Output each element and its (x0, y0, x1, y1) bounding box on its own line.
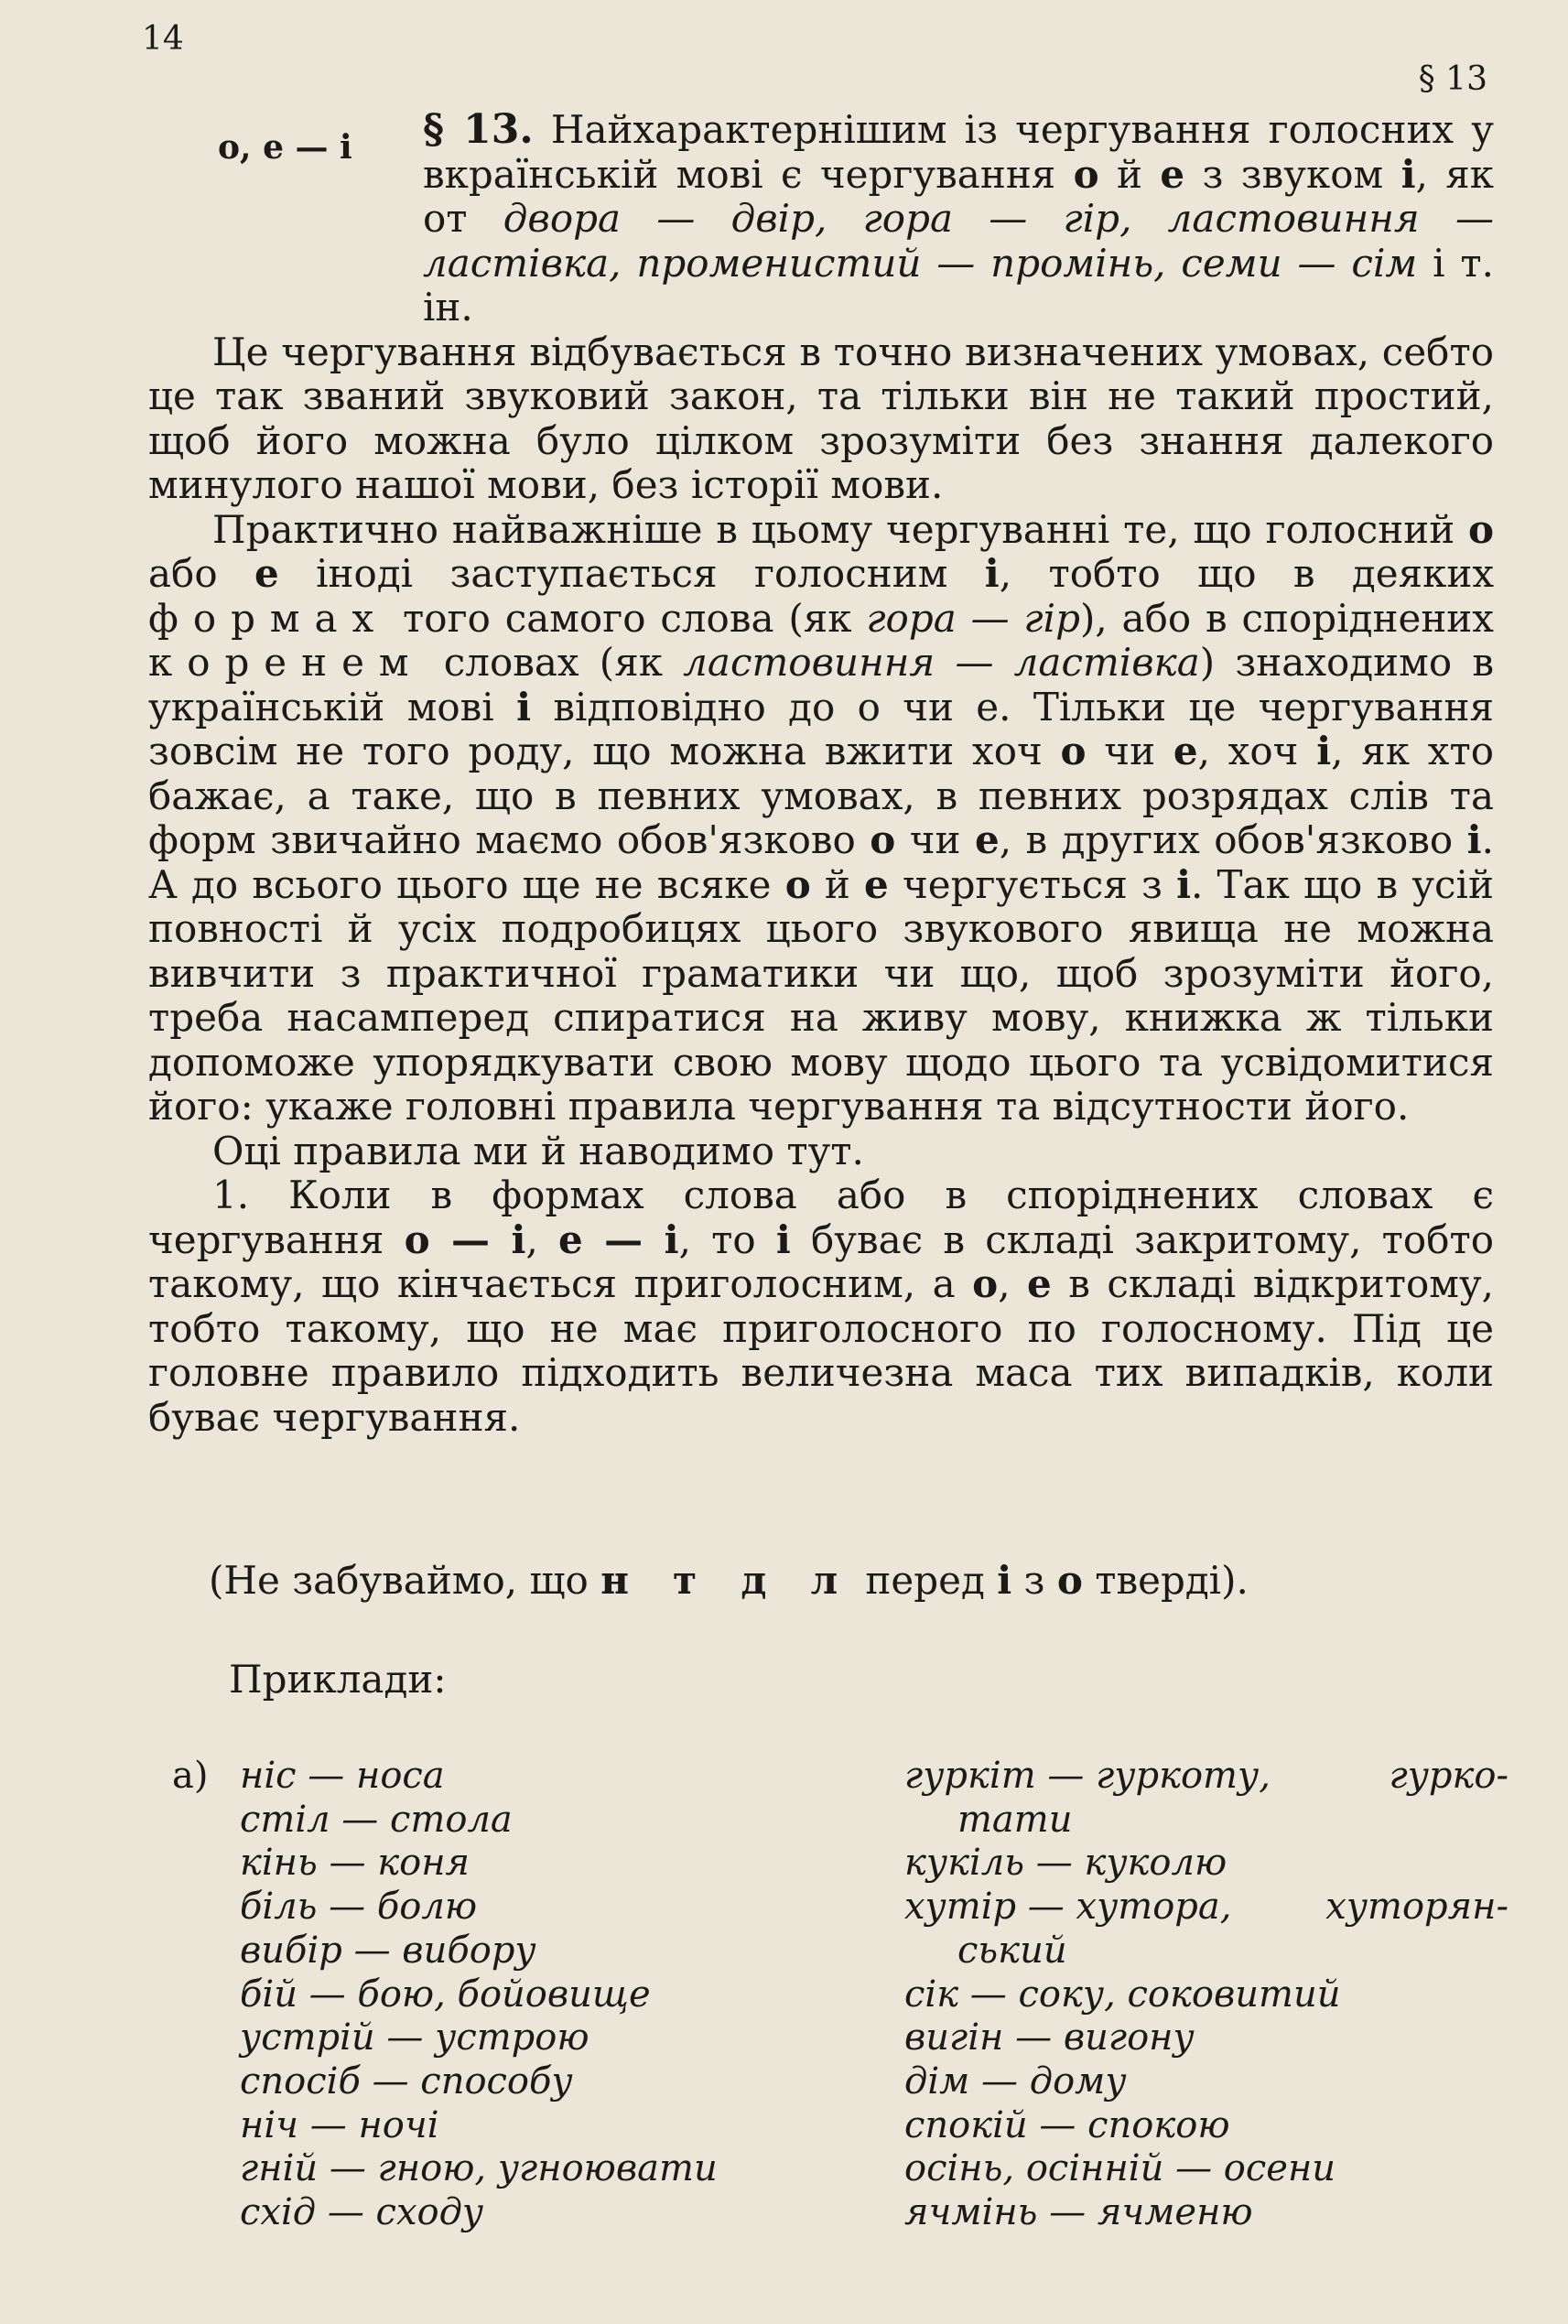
examples-label: а) (172, 1755, 209, 1797)
paragraph-1: Це чергування відбувається в точно визначених умовах, себто це так званий звуковий закон, та тільки він не такий простий, щоб його можна було цілком зрозуміти без знання далекого минулого нашої мови, без історії мови. (148, 329, 1494, 507)
example-item: гній — гною, угноювати (240, 2147, 718, 2190)
example-item: стіл — стола (240, 1798, 513, 1841)
note-hard-consonants: (Не забуваймо, що н т д л перед і з о тверді). (209, 1558, 1249, 1603)
example-item: вибір — вибору (240, 1929, 536, 1972)
paragraph-2: Практично найважніше в цьому чергуванні те, що голосний о або е іноді заступається голосним і, тобто що в деяких формах того самого слова (як гора — гір), або в споріднених коренем словах (як ластовиння — ластівка) знаходимо в українській мові і відповідно до о чи е. Тільки це чергування зовсім не того роду, що можна вжити хоч о чи е, хоч і, як хто бажає, а таке, що в певних умовах, в певних розрядах слів та форм звичайно маємо обов'язково о чи е, в других обов'язково і. А до всього цього ще не всяке о й е чергується з і. Так що в усій повності й усіх подробицях цього звукового явища не можна вивчити з практичної граматики чи що, щоб зрозуміти його, треба насамперед спиратися на живу мову, книжка ж тільки допоможе упорядкувати свою мову щодо цього та усвідомитися його: укаже головні правила чергування та відсутности його. (148, 506, 1495, 1129)
example-item: кукіль — куколю (904, 1842, 1227, 1885)
examples-title: Приклади: (229, 1657, 447, 1702)
margin-note: о, е — і (218, 128, 352, 167)
example-item: осінь, осінній — осени (904, 2147, 1336, 2190)
example-item: вигін — вигону (904, 2016, 1195, 2059)
example-item: устрій — устрою (240, 2016, 589, 2059)
example-item: дім — дому (904, 2059, 1127, 2102)
example-item: ячмінь — ячменю (904, 2191, 1253, 2234)
example-item: ніс — носа (240, 1755, 445, 1797)
section-number: § 13. (423, 106, 534, 153)
examples-left-column (240, 1755, 718, 2235)
example-item-continuation: ський (957, 1929, 1067, 1972)
example-item: схід — сходу (240, 2191, 484, 2234)
paragraph-3: Оці правила ми й наводимо тут. (212, 1128, 864, 1173)
example-item: бій — бою, бойовище (240, 1973, 651, 2016)
example-item: спосіб — способу (240, 2059, 573, 2102)
section-lead: § 13. Найхарактернішим із чергування голосних у вкраїнській мові є чергування о й е з звуком і, як от двора — двір, гора — гір, ластовиння — ластівка, променистий — промінь, семи — сім і т. ін. (423, 106, 1495, 330)
example-item: кінь — коня (240, 1842, 470, 1885)
example-item-continuation: тати (957, 1798, 1073, 1841)
example-item: ніч — ночі (240, 2103, 439, 2146)
page-number: 14 (142, 20, 184, 58)
paragraph-4: 1. Коли в формах слова або в споріднених словах є чергування о — і, е — і, то і буває в складі закритому, тобто такому, що кінчається приголосним, а о, е в складі відкритому, тобто такому, що не має приголосного по голосному. Під це головне правило підходить величезна маса тих випадків, коли буває чергування. (148, 1173, 1495, 1440)
example-item: сік — соку, соковитий (904, 1973, 1341, 2016)
body-text (148, 108, 1494, 1440)
examples-right-column (904, 1755, 1509, 2235)
example-item: хутір — хутора, хуторян- (904, 1886, 1509, 1929)
running-head: § 13 (1418, 60, 1487, 98)
example-item: гуркіт — гуркоту, гурко- (904, 1755, 1509, 1797)
example-item: спокій — спокою (904, 2103, 1230, 2146)
example-item: біль — болю (240, 1886, 478, 1929)
